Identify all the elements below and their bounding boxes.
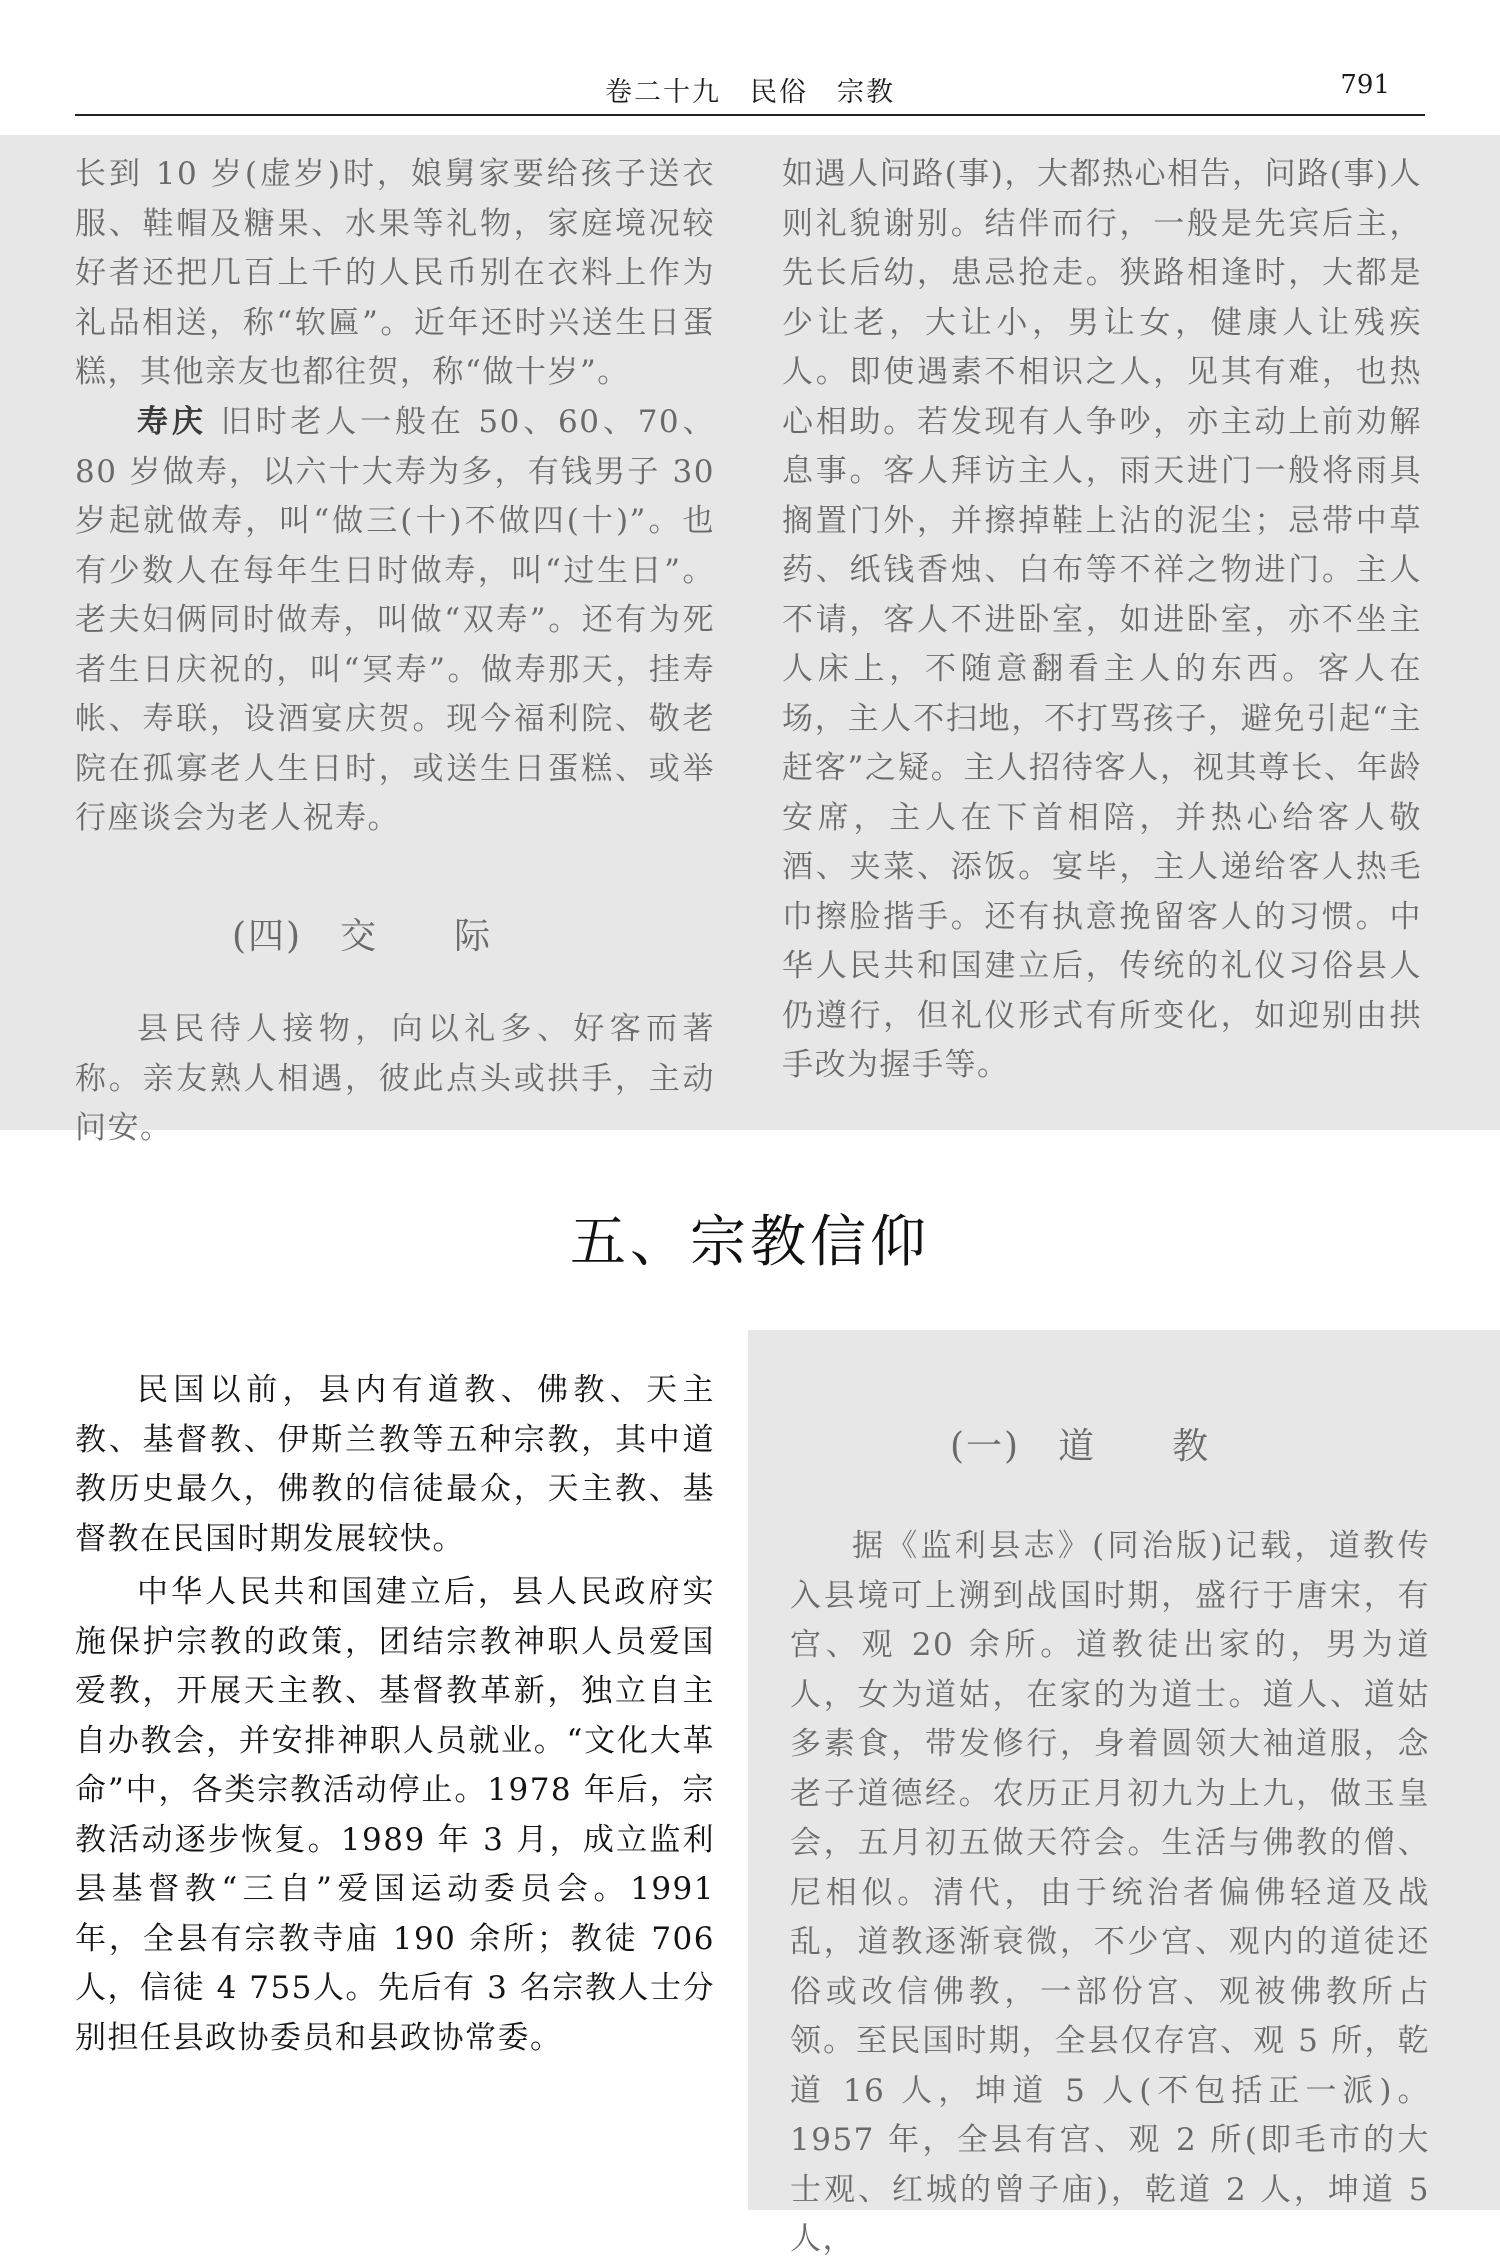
top-right-paragraph: 如遇人问路(事)，大都热心相告，问路(事)人则礼貌谢别。结伴而行，一般是先宾后主，先长后幼，患忌抢走。狭路相逢时，大都是少让老，大让小，男让女，健康人让残疾人。即使遇素不相识之人，见其有难，也热心相助。若发现有人争吵，亦主动上前劝解息事。客人拜访主人，雨天进门一般将雨具搁置门外，并擦掉鞋上沾的泥尘；忌带中草药、纸钱香烛、白布等不祥之物进门。主人不请，客人不进卧室，如进卧室，亦不坐主人床上，不随意翻看主人的东西。客人在场，主人不扫地，不打骂孩子，避免引起“主赶客”之疑。主人招待客人，视其尊长、年龄安席，主人在下首相陪，并热心给客人敬酒、夹菜、添饭。宴毕，主人递给客人热毛巾擦脸揩手。还有执意挽留客人的习惯。中华人民共和国建立后，传统的礼仪习俗县人仍遵行，但礼仪形式有所变化，如迎别由拱手改为握手等。	[782, 156, 1422, 1083]
taoism-paragraph: 据《监利县志》(同治版)记载，道教传入县境可上溯到战国时期，盛行于唐宋，有宫、观 20 余所。道教徒出家的，男为道人，女为道姑，在家的为道士。道人、道姑多素食，带发修行，身着圆领大袖道服，念老子道德经。农历正月初九为上九，做玉皇会，五月初五做天符会。生活与佛教的僧、尼相似。清代，由于统治者偏佛轻道及战乱，道教逐渐衰微，不少宫、观内的道徒还俗或改信佛教，一部份宫、观被佛教所占领。至民国时期，全县仅存宫、观 5 所，乾道 16 人，坤道 5 人(不包括正一派)。1957 年，全县有宫、观 2 所(即毛市的大士观、红城的曾子庙)，乾道 2 人，坤道 5 人，	[790, 1528, 1430, 2257]
longevity-paragraph	[75, 398, 715, 844]
running-header	[75, 62, 1425, 116]
religion-intro-paragraph: 民国以前，县内有道教、佛教、天主教、基督教、伊斯兰教等五种宗教，其中道教历史最久，佛教的信徒最众，天主教、基督教在民国时期发展较快。	[75, 1372, 715, 1557]
longevity-term: 寿庆	[137, 404, 207, 440]
section-title: 五、宗教信仰	[570, 1210, 930, 1275]
religion-prc-paragraph: 中华人民共和国建立后，县人民政府实施保护宗教的政策，团结宗教神职人员爱国爱教，开展天主教、基督教革新，独立自主自办教会，并安排神职人员就业。“文化大革命”中，各类宗教活动停止。1978 年后，宗教活动逐步恢复。1989 年 3 月，成立监利县基督教“三自”爱国运动委员会。1991 年，全县有宗教寺庙 190 余所；教徒 706 人，信徒 4 755人。先后有 3 名宗教人士分别担任县政协委员和县政协常委。	[75, 1574, 715, 2056]
page-number: 791	[1340, 70, 1390, 100]
subsection-heading-taoism: (一) 道 教	[950, 1426, 1211, 1467]
subsection-heading-social: (四) 交 际	[232, 916, 493, 957]
social-paragraph: 县民待人接物，向以礼多、好客而著称。亲友熟人相遇，彼此点头或拱手，主动问安。	[75, 1011, 715, 1146]
top-left-paragraph-1: 长到 10 岁(虚岁)时，娘舅家要给孩子送衣服、鞋帽及糖果、水果等礼物，家庭境况较好者还把几百上千的人民币别在衣料上作为礼品相送，称“软匾”。近年还时兴送生日蛋糕，其他亲友也都往贺，称“做十岁”。	[75, 156, 715, 390]
running-title: 卷二十九 民俗 宗教	[605, 77, 895, 108]
longevity-text: 旧时老人一般在 50、60、70、80 岁做寿，以六十大寿为多，有钱男子 30 岁起就做寿，叫“做三(十)不做四(十)”。也有少数人在每年生日时做寿，叫“过生日”。老夫妇俩同时做寿，叫做“双寿”。还有为死者生日庆祝的，叫“冥寿”。做寿那天，挂寿帐、寿联，设酒宴庆贺。现今福利院、敬老院在孤寡老人生日时，或送生日蛋糕、或举行座谈会为老人祝寿。	[75, 404, 716, 836]
